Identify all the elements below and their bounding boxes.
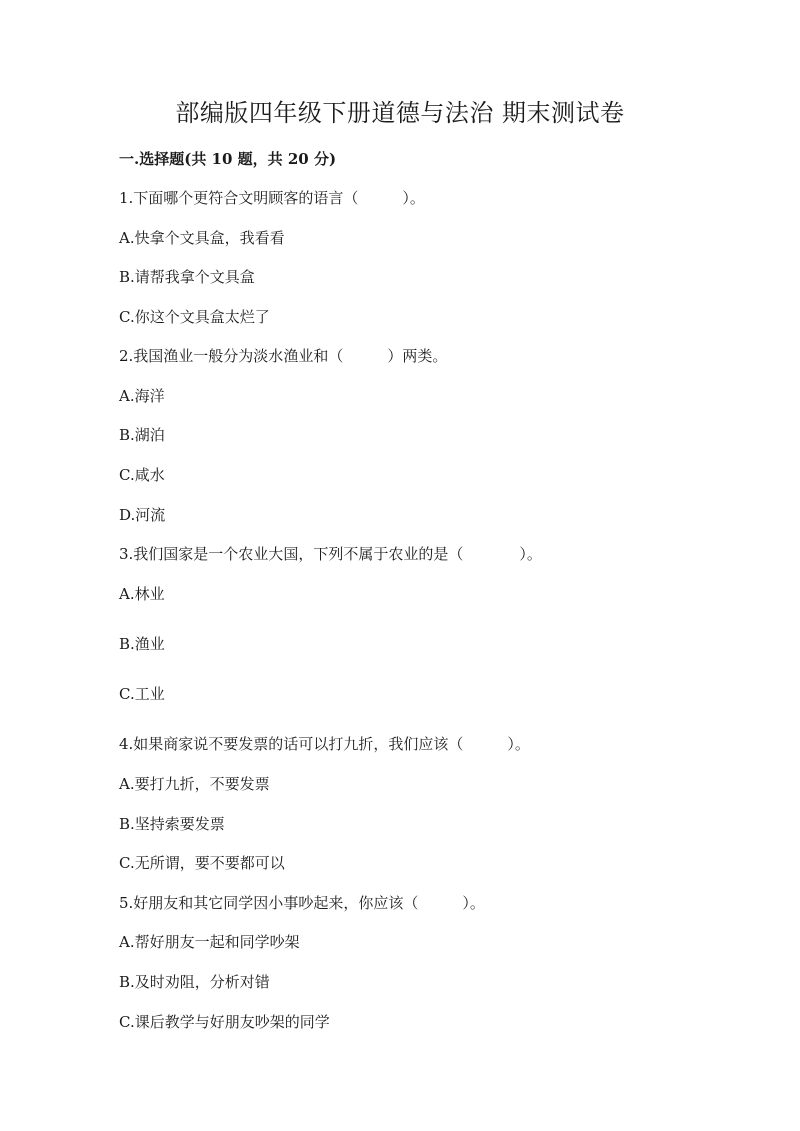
question-1-option-a: A.快拿个文具盒，我看看	[119, 229, 285, 247]
question-4-stem	[119, 733, 530, 755]
question-2-option-b: B.湖泊	[119, 426, 165, 444]
section-heading: 一.选择题(共 10 题，共 20 分)	[119, 150, 337, 168]
question-3-option-c: C.工业	[119, 685, 165, 703]
question-3-stem	[119, 543, 542, 565]
page-title: 部编版四年级下册道德与法治 期末测试卷	[175, 99, 625, 127]
question-2-stem-text: 2.我国渔业一般分为淡水渔业和（	[119, 347, 344, 365]
question-2-stem-end: ）两类。	[387, 347, 448, 365]
question-5-option-b: B.及时劝阻，分析对错	[119, 973, 270, 991]
question-1-option-c: C.你这个文具盒太烂了	[119, 308, 270, 326]
question-4-option-a: A.要打九折，不要发票	[119, 775, 270, 793]
question-2-stem	[119, 345, 447, 367]
question-3-option-b: B.渔业	[119, 635, 165, 653]
question-1-stem	[119, 187, 425, 209]
question-4-option-c: C.无所谓，要不要都可以	[119, 854, 285, 872]
question-5-stem-text: 5.好朋友和其它同学因小事吵起来，你应该（	[119, 894, 419, 912]
question-3-stem-text: 3.我们国家是一个农业大国，下列不属于农业的是（	[119, 545, 464, 563]
question-1-option-b: B.请帮我拿个文具盒	[119, 268, 255, 286]
question-3-option-a: A.林业	[119, 585, 165, 603]
question-2-option-d: D.河流	[119, 506, 166, 524]
question-2-option-c: C.咸水	[119, 466, 165, 484]
question-5-stem	[119, 892, 485, 914]
question-4-option-b: B.坚持索要发票	[119, 815, 225, 833]
question-5-option-a: A.帮好朋友一起和同学吵架	[119, 933, 300, 951]
question-3-stem-end: ）。	[519, 545, 542, 563]
question-1-stem-end: ）。	[402, 189, 425, 207]
question-2-option-a: A.海洋	[119, 387, 165, 405]
question-4-stem-end: ）。	[507, 735, 530, 753]
question-5-option-c: C.课后教学与好朋友吵架的同学	[119, 1013, 330, 1031]
question-5-stem-end: ）。	[462, 894, 485, 912]
question-1-stem-text: 1.下面哪个更符合文明顾客的语言（	[119, 189, 359, 207]
question-4-stem-text: 4.如果商家说不要发票的话可以打九折，我们应该（	[119, 735, 464, 753]
